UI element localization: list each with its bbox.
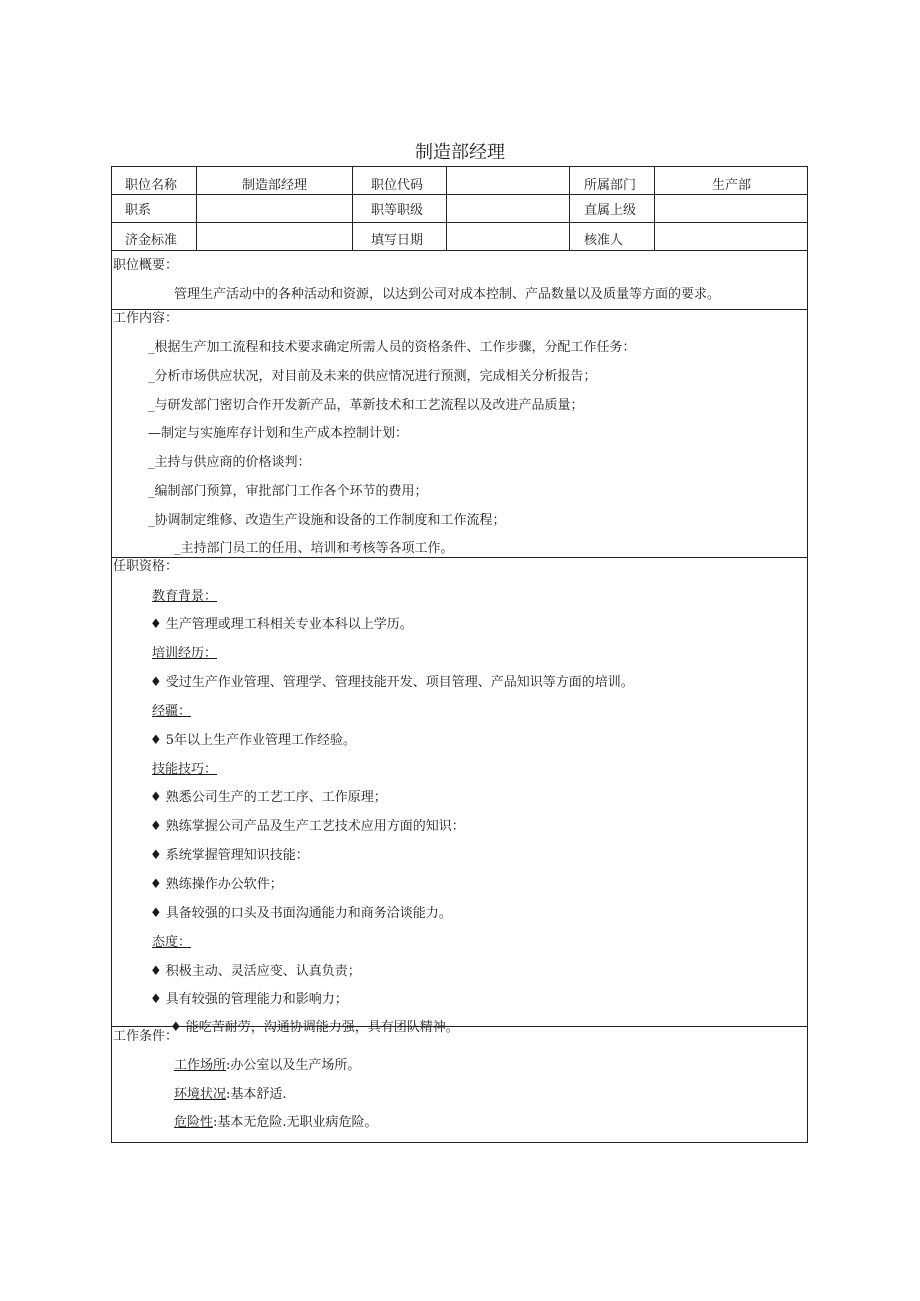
row-divider xyxy=(111,557,808,558)
position-code-label: 职位代码 xyxy=(371,178,424,193)
place-key: 工作场所 xyxy=(174,1058,227,1073)
column-divider xyxy=(569,166,570,250)
env-key: 环境状况 xyxy=(174,1087,227,1102)
env-value: :基本舒适. xyxy=(226,1087,287,1102)
work-item: _根据生产加工流程和技术要求确定所需人员的资格条件、工作步骤，分配工作任务： xyxy=(148,340,636,355)
overview-text: 管理生产活动中的各种活动和资源，以达到公司对成本控制、产品数量以及质量等方面的要求。 xyxy=(174,287,721,302)
row-divider xyxy=(111,309,808,310)
attitude-item: ♦ 能吃苦耐劳，沟通协调能力强，具有团队精神。 xyxy=(170,1020,459,1035)
education-item: ♦ 生产管理或理工科相关专业本科以上学历。 xyxy=(150,617,413,632)
row-divider xyxy=(111,194,808,195)
place-value: :办公室以及生产场所。 xyxy=(226,1058,361,1073)
experience-item: ♦ 5年以上生产作业管理工作经验。 xyxy=(150,733,357,748)
work-item: _编制部门预算，审批部门工作各个环节的费用； xyxy=(148,484,428,499)
skill-item: ♦ 熟练掌握公司产品及生产工艺技术应用方面的知识： xyxy=(150,819,465,834)
row-divider xyxy=(111,222,808,223)
page-title: 制造部经理 xyxy=(415,142,505,163)
attitude-item: ♦ 积极主动、灵活应变、认真负责； xyxy=(150,964,361,979)
work-item: _主持与供应商的价格谈判： xyxy=(148,455,311,470)
attitude-item-clipped xyxy=(150,1018,650,1035)
conditions-label: 工作条件： xyxy=(113,1029,179,1044)
risk-value: :基本无危险.无职业病危险。 xyxy=(213,1115,378,1130)
salary-label: 济金标准 xyxy=(125,233,178,248)
fill-date-label: 填写日期 xyxy=(371,233,424,248)
work-item-clipped xyxy=(170,540,570,556)
attitude-item: ♦ 具有较强的管理能力和影响力； xyxy=(150,992,348,1007)
position-name-label: 职位名称 xyxy=(125,178,178,193)
row-divider xyxy=(111,250,808,251)
work-item: _主持部门员工的任用、培训和考核等各项工作。 xyxy=(174,541,454,556)
column-divider xyxy=(352,166,353,250)
work-item: _与研发部门密切合作开发新产品，革新技术和工艺流程以及改进产品质量； xyxy=(148,398,584,413)
approver-label: 核准人 xyxy=(584,233,624,248)
department-value: 生产部 xyxy=(711,178,751,193)
condition-risk xyxy=(174,1115,378,1131)
skill-item: ♦ 具备较强的口头及书面沟通能力和商务洽谈能力。 xyxy=(150,906,452,921)
skill-item: ♦ 系统掌握管理知识技能： xyxy=(150,848,309,863)
attitude-title: 态度： xyxy=(152,935,192,950)
supervisor-label: 直属上级 xyxy=(584,203,637,218)
condition-environment xyxy=(174,1087,287,1103)
condition-place xyxy=(174,1058,360,1074)
work-item: _协调制定维修、改造生产设施和设备的工作制度和工作流程； xyxy=(148,513,506,528)
training-item: ♦ 受过生产作业管理、管理学、管理技能开发、项目管理、产品知识等方面的培训。 xyxy=(150,675,634,690)
skill-item: ♦ 熟悉公司生产的工艺工序、工作原理； xyxy=(150,790,387,805)
position-name-value: 制造部经理 xyxy=(241,178,307,193)
work-content-label: 工作内容： xyxy=(113,311,179,326)
skill-item: ♦ 熟练操作办公软件； xyxy=(150,877,283,892)
training-title: 培训经历： xyxy=(152,646,218,661)
education-title: 教育背景： xyxy=(152,589,218,604)
grade-label: 职等职级 xyxy=(371,203,424,218)
skills-title: 技能技巧： xyxy=(152,762,218,777)
work-item: —制定与实施库存计划和生产成本控制计划： xyxy=(148,426,409,441)
qualifications-label: 任职资格： xyxy=(113,559,179,574)
column-divider xyxy=(446,166,447,250)
department-label: 所属部门 xyxy=(584,178,637,193)
work-item: _分析市场供应状况，对目前及未来的供应情况进行预测，完成相关分析报告； xyxy=(148,369,597,384)
overview-label: 职位概要： xyxy=(113,258,179,273)
risk-key: 危险性 xyxy=(174,1115,214,1130)
experience-title: 经疆： xyxy=(152,704,192,719)
series-label: 职系 xyxy=(125,203,152,218)
